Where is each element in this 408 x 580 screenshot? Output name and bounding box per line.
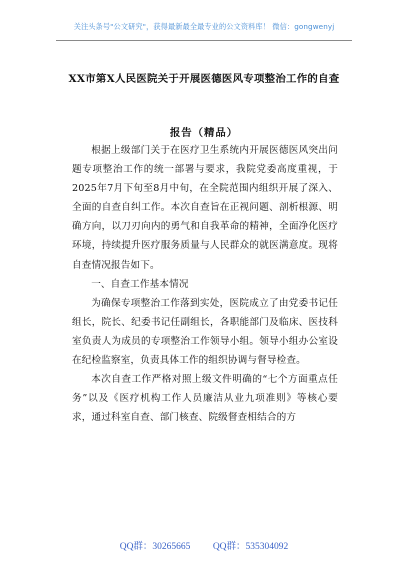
document-subtitle: 报告（精品） — [169, 127, 239, 139]
footer-qq-group-2: QQ群：535304092 — [212, 542, 289, 552]
section-heading: 一、自查工作基本情况 — [91, 278, 189, 290]
body-paragraph: 为确保专项整治工作落到实处，医院成立了由党委书记任组长，院长、纪委书记任副组长，各职能部门及临床、医技科室负责人为成员的专项整治工作领导小组。领导小组办公室设在纪检监察室，负责具体工作的组织协调与督导检查。 — [72, 297, 338, 367]
footer-qq-group-1: QQ群：30265665 — [119, 542, 191, 552]
document-body — [72, 141, 338, 427]
intro-paragraph: 根据上级部门关于在医疗卫生系统内开展医德医风突出问题专项整治工作的统一部署与要求，我院党委高度重视，于2025年7月下旬至8月中旬，在全院范围内组织开展了深入、全面的自查自纠工作。本次自查旨在正视问题、剖析根源、明确方向，以刀刃向内的勇气和自我革命的精神，全面净化医疗环境，持续提升医疗服务质量与人民群众的就医满意度。现将自查情况报告如下。 — [72, 145, 338, 271]
footer-contact — [0, 538, 408, 552]
document-title: XX市第X人民医院关于开展医德医风专项整治工作的自查 — [68, 73, 340, 85]
header-divider — [56, 40, 352, 41]
body-paragraph: 本次自查工作严格对照上级文件明确的“七个方面重点任务”以及《医疗机构工作人员廉洁从业九项准则》等核心要求，通过科室自查、部门核查、院级督查相结合的方 — [72, 374, 338, 424]
header-banner: 关注头条号"公文研究"，获得最新最全最专业的公文资料库！ 微信：gongwenyj — [73, 22, 335, 31]
